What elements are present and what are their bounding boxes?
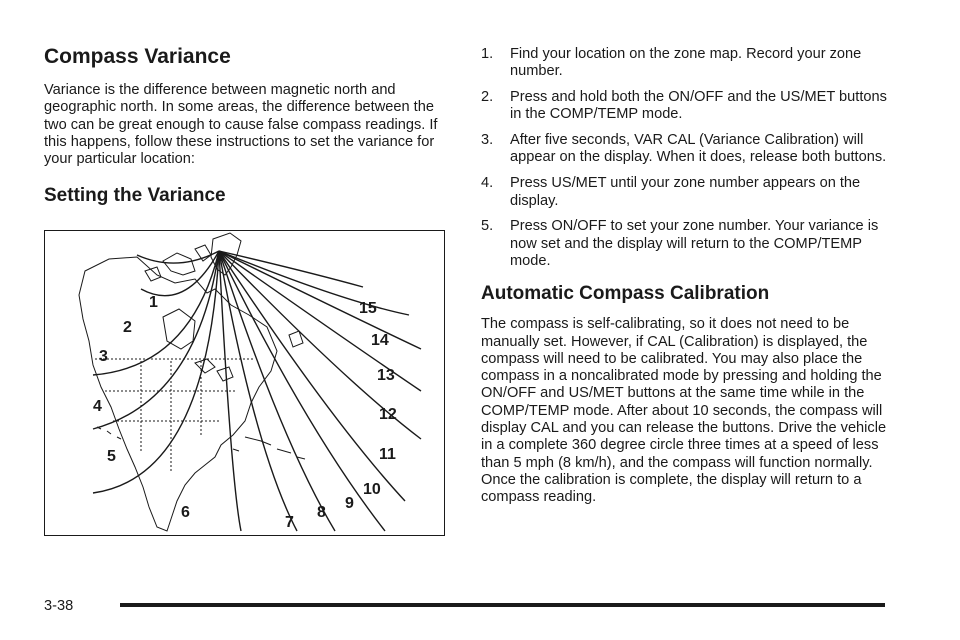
state-borders	[95, 359, 255, 471]
step-number: 3.	[481, 132, 494, 149]
zone-label-9: 9	[345, 495, 354, 512]
section-title: Compass Variance	[44, 45, 231, 68]
zone-label-4: 4	[93, 398, 102, 415]
step-number: 4.	[481, 175, 494, 192]
step-number: 1.	[481, 46, 494, 62]
zone-label-13: 13	[377, 367, 395, 384]
step-item	[481, 218, 901, 270]
zone-label-2: 2	[123, 319, 132, 336]
zone-line-3	[93, 251, 219, 375]
page-number: 3-38	[44, 598, 74, 614]
left-column	[44, 44, 449, 220]
footer-rule	[120, 603, 885, 607]
auto-calibration-heading: Automatic Compass Calibration	[481, 283, 770, 305]
zone-label-15: 15	[359, 300, 377, 317]
zone-label-11: 11	[379, 446, 396, 463]
step-number: 2.	[481, 89, 494, 106]
step-text: Press US/MET until your zone number appears on the display.	[510, 175, 861, 209]
zone-line-15	[219, 251, 363, 287]
step-text: Press ON/OFF to set your zone number. Your variance is now set and the display will return to the COMP/TEMP mode.	[510, 218, 879, 269]
step-text: After five seconds, VAR CAL (Variance Calibration) will appear on the display. When it does, release both buttons.	[510, 132, 887, 166]
zone-line-13	[219, 251, 421, 349]
zone-label-7: 7	[285, 514, 294, 531]
zone-line-9	[219, 251, 385, 531]
zone-label-14: 14	[371, 332, 389, 349]
right-column	[481, 46, 901, 507]
zone-label-8: 8	[317, 504, 326, 521]
zone-label-12: 12	[379, 406, 397, 423]
step-item	[481, 89, 901, 124]
variance-steps	[481, 46, 901, 270]
step-item	[481, 175, 901, 210]
zone-map-graphic	[45, 231, 443, 534]
caribbean-islands-outline	[233, 437, 305, 459]
hawaii-islands-outline	[97, 427, 121, 439]
setting-heading: Setting the Variance	[44, 185, 226, 207]
zone-label-5: 5	[107, 448, 116, 465]
zone-label-10: 10	[363, 481, 381, 498]
zone-line-14	[219, 251, 409, 315]
step-text: Find your location on the zone map. Record your zone number.	[510, 46, 862, 80]
intro-paragraph: Variance is the difference between magnetic north and geographic north. In some areas, the difference between the two can be great enough to cause false compass readings. If this happens, follow these instructions to set the variance for your particular location:	[44, 82, 438, 168]
zone-line-8	[219, 251, 335, 531]
zone-map	[44, 230, 445, 536]
zone-label-3: 3	[99, 348, 108, 365]
step-item	[481, 46, 901, 81]
step-number: 5.	[481, 218, 494, 235]
step-item	[481, 132, 901, 167]
hudson-bay-outline	[163, 309, 195, 349]
step-text: Press and hold both the ON/OFF and the US/MET buttons in the COMP/TEMP mode.	[510, 89, 887, 123]
zone-label-1: 1	[149, 294, 158, 311]
zone-line-1	[137, 251, 219, 263]
zone-label-6: 6	[181, 504, 190, 521]
auto-calibration-paragraph: The compass is self-calibrating, so it does not need to be manually set. However, if CAL (Calibration) is displayed, the compass will need to be calibrated. You may also place the compass in a noncalibrated mode by pressing and holding the ON/OFF and US/MET buttons at the same time while in the COMP/TEMP mode. After about 10 seconds, the compass will display CAL and you can release the buttons. Drive the vehicle in a complete 360 degree circle three times at a speed of less than 5 mph (8 km/h), and the compass will function normally. Once the calibration is complete, the display will return to a compass reading.	[481, 316, 887, 506]
